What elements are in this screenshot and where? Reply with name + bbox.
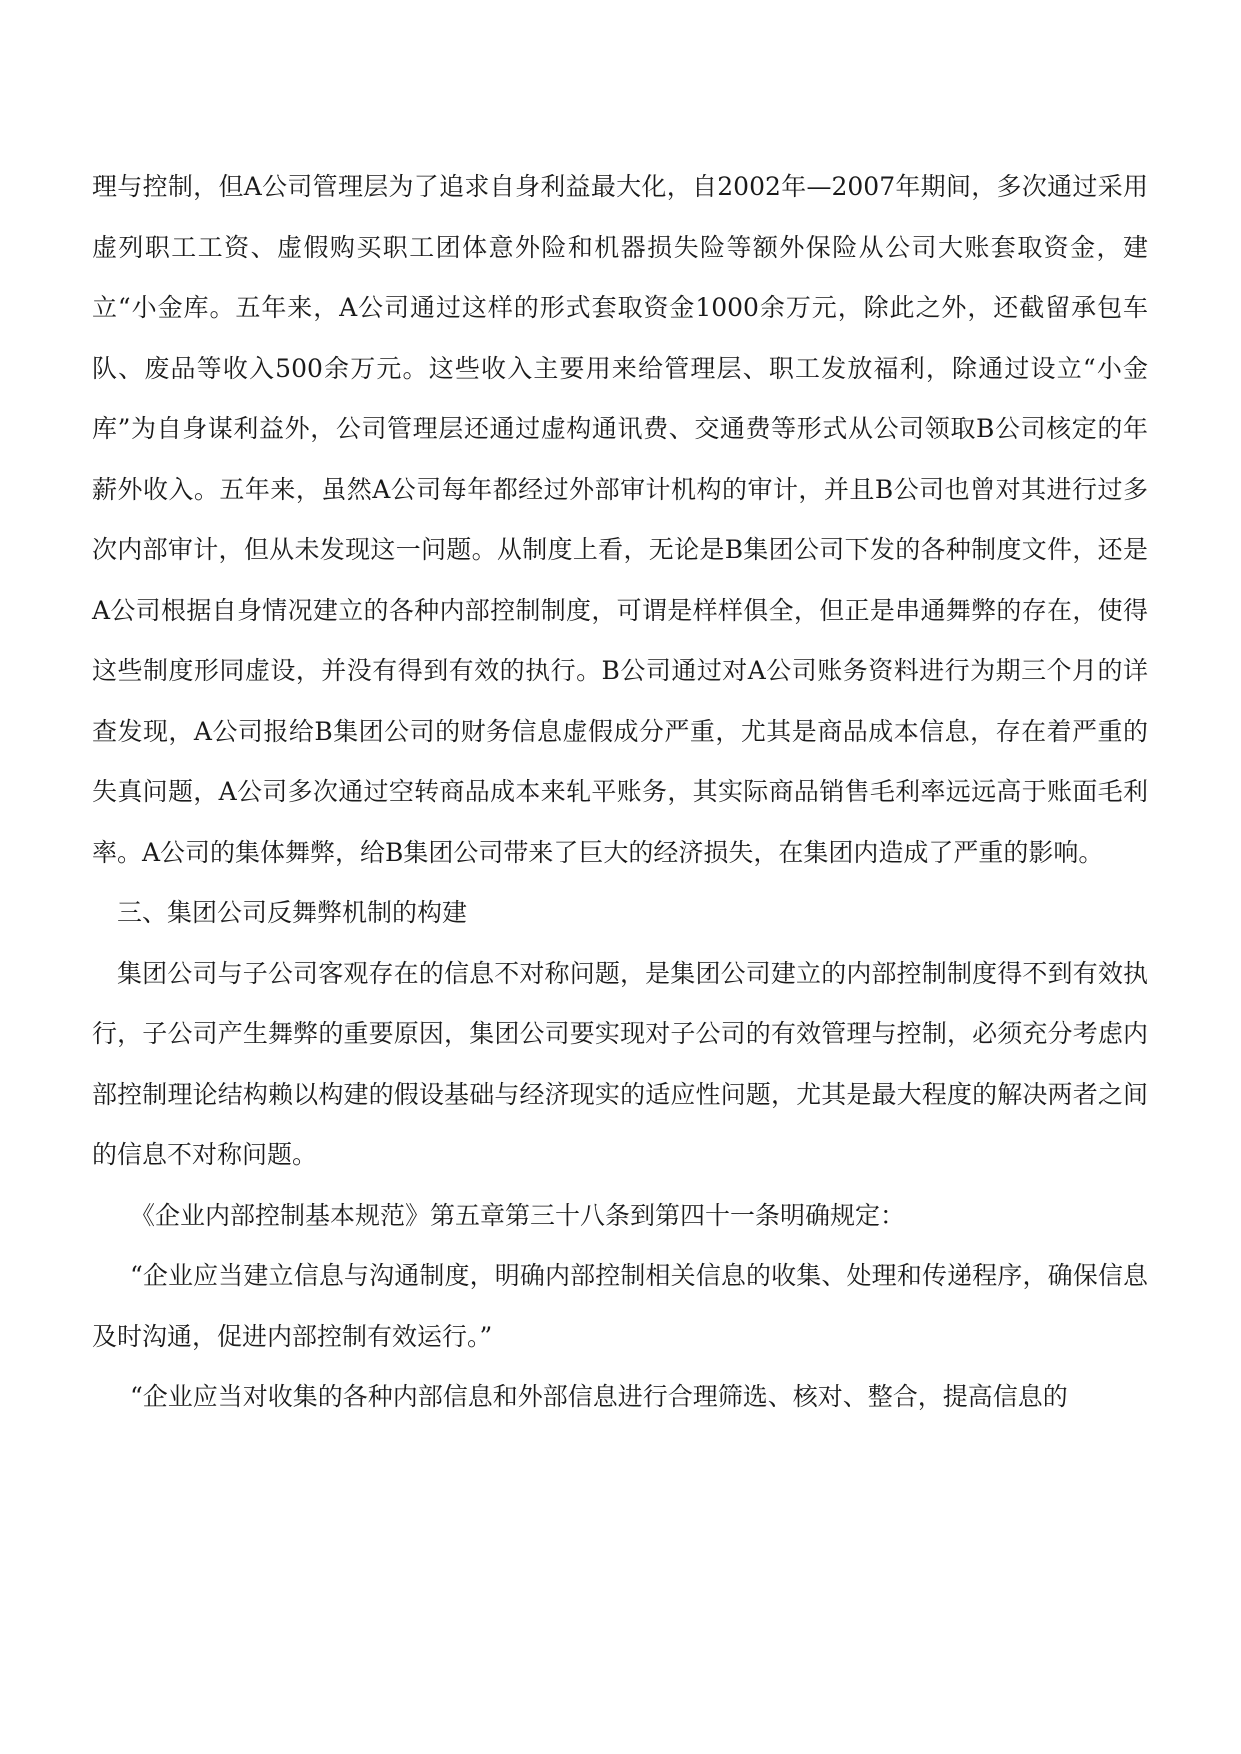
paragraph-quote-1: “企业应当建立信息与沟通制度，明确内部控制相关信息的收集、处理和传递程序，确保信息及时沟通，促进内部控制有效运行。” <box>92 1261 1148 1351</box>
section-heading: 三、集团公司反舞弊机制的构建 <box>117 898 468 927</box>
paragraph-case-details: 理与控制，但A公司管理层为了追求自身利益最大化，自2002年—2007年期间，多次通过采用虚列职工工资、虚假购买职工团体意外险和机器损失险等额外保险从公司大账套取资金，建立“小金库。五年来，A公司通过这样的形式套取资金1000余万元，除此之外，还截留承包车队、废品等收入500余万元。这些收入主要用来给管理层、职工发放福利，除通过设立“小金库”为自身谋利益外，公司管理层还通过虚构通讯费、交通费等形式从公司领取B公司核定的年薪外收入。五年来，虽然A公司每年都经过外部审计机构的审计，并且B公司也曾对其进行过多次内部审计，但从未发现这一问题。从制度上看，无论是B集团公司下发的各种制度文件，还是A公司根据自身情况建立的各种内部控制制度，可谓是样样俱全，但正是串通舞弊的存在，使得这些制度形同虚设，并没有得到有效的执行。B公司通过对A公司账务资料进行为期三个月的详查发现，A公司报给B集团公司的财务信息虚假成分严重，尤其是商品成本信息，存在着严重的失真问题，A公司多次通过空转商品成本来轧平账务，其实际商品销售毛利率远远高于账面毛利率。A公司的集体舞弊，给B集团公司带来了巨大的经济损失，在集团内造成了严重的影响。 <box>92 172 1148 867</box>
paragraph-regulation-intro: 《企业内部控制基本规范》第五章第三十八条到第四十一条明确规定： <box>130 1200 906 1230</box>
paragraph-quote-2: “企业应当对收集的各种内部信息和外部信息进行合理筛选、核对、整合，提高信息的 <box>130 1382 1068 1411</box>
body-text <box>92 157 1148 1428</box>
paragraph-info-asymmetry: 集团公司与子公司客观存在的信息不对称问题，是集团公司建立的内部控制制度得不到有效执行，子公司产生舞弊的重要原因，集团公司要实现对子公司的有效管理与控制，必须充分考虑内部控制理论结构赖以构建的假设基础与经济现实的适应性问题，尤其是最大程度的解决两者之间的信息不对称问题。 <box>92 958 1148 1169</box>
